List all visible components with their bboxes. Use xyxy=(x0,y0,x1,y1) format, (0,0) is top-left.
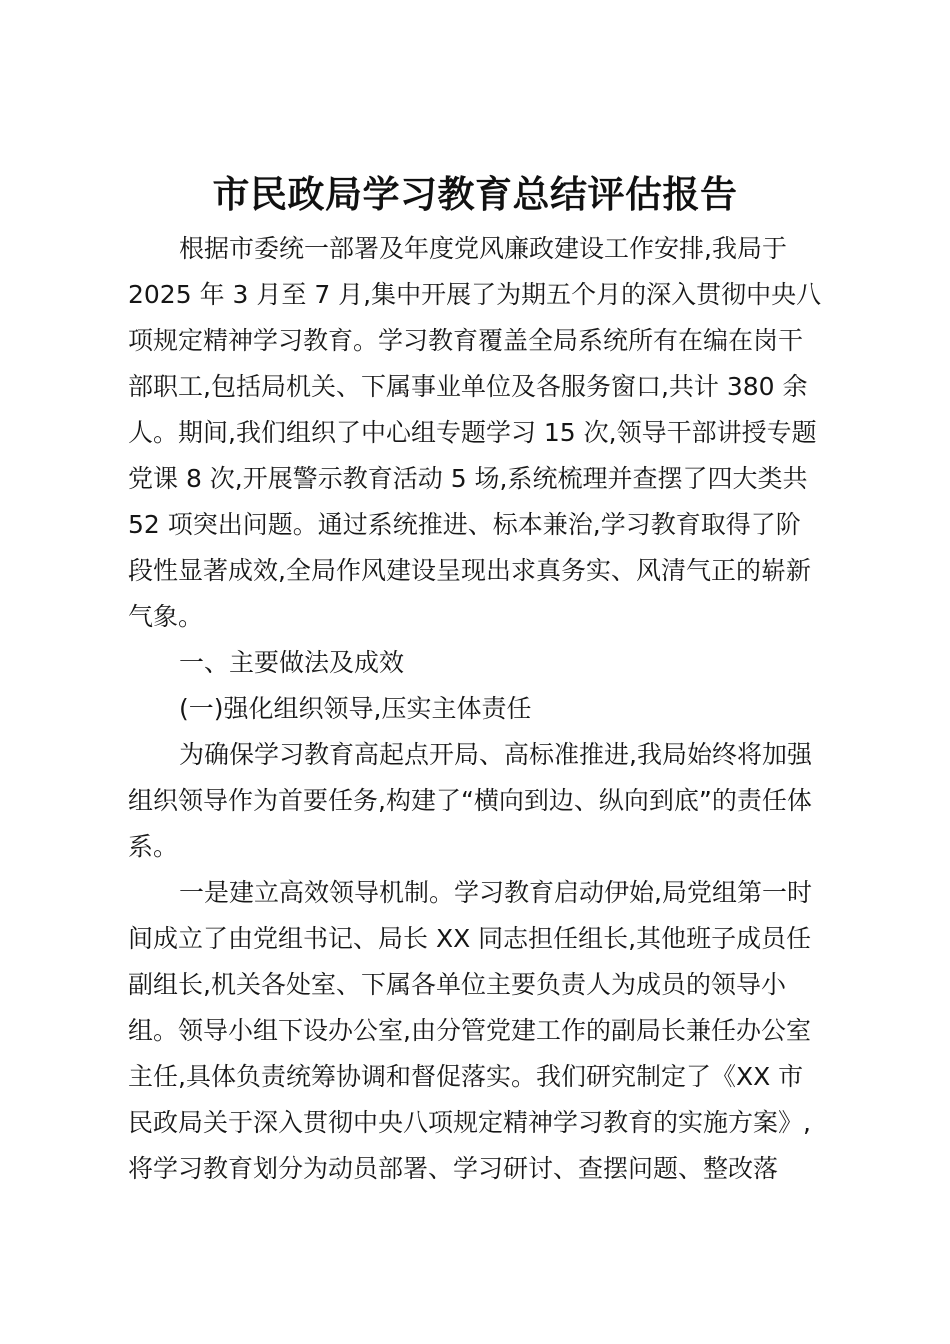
paragraph-line: 将学习教育划分为动员部署、学习研讨、查摆问题、整改落 xyxy=(128,1154,779,1183)
paragraph-line: 为确保学习教育高起点开局、高标准推进,我局始终将加强 xyxy=(179,740,812,769)
paragraph-line: 52 项突出问题。通过系统推进、标本兼治,学习教育取得了阶 xyxy=(128,510,801,539)
paragraph-line: 组织领导作为首要任务,构建了“横向到边、纵向到底”的责任体 xyxy=(128,786,812,815)
paragraph-line: 2025 年 3 月至 7 月,集中开展了为期五个月的深入贯彻中央八 xyxy=(128,280,822,309)
paragraph-line: 根据市委统一部署及年度党风廉政建设工作安排,我局于 xyxy=(179,234,787,263)
paragraph-line: 系。 xyxy=(128,832,179,861)
paragraph-line: 一是建立高效领导机制。学习教育启动伊始,局党组第一时 xyxy=(179,878,812,907)
paragraph-line: 部职工,包括局机关、下属事业单位及各服务窗口,共计 380 余 xyxy=(128,372,808,401)
paragraph-line: 副组长,机关各处室、下属各单位主要负责人为成员的领导小 xyxy=(128,970,786,999)
paragraph-line: 人。期间,我们组织了中心组专题学习 15 次,领导干部讲授专题 xyxy=(128,418,817,447)
paragraph-line: 主任,具体负责统筹协调和督促落实。我们研究制定了《XX 市 xyxy=(128,1062,804,1091)
paragraph-line: 气象。 xyxy=(128,602,204,631)
paragraph-line: 段性显著成效,全局作风建设呈现出求真务实、风清气正的崭新 xyxy=(128,556,811,585)
paragraph-line: 组。领导小组下设办公室,由分管党建工作的副局长兼任办公室 xyxy=(128,1016,811,1045)
paragraph-line: 项规定精神学习教育。学习教育覆盖全局系统所有在编在岗干 xyxy=(128,326,804,355)
document-title: 市民政局学习教育总结评估报告 xyxy=(212,172,738,216)
subsection-heading: (一)强化组织领导,压实主体责任 xyxy=(179,694,532,723)
document-body xyxy=(128,226,826,1192)
paragraph-line: 民政局关于深入贯彻中央八项规定精神学习教育的实施方案》, xyxy=(128,1108,811,1137)
paragraph-line: 党课 8 次,开展警示教育活动 5 场,系统梳理并查摆了四大类共 xyxy=(128,464,808,493)
paragraph-line: 间成立了由党组书记、局长 XX 同志担任组长,其他班子成员任 xyxy=(128,924,812,953)
section-heading: 一、主要做法及成效 xyxy=(179,648,405,677)
